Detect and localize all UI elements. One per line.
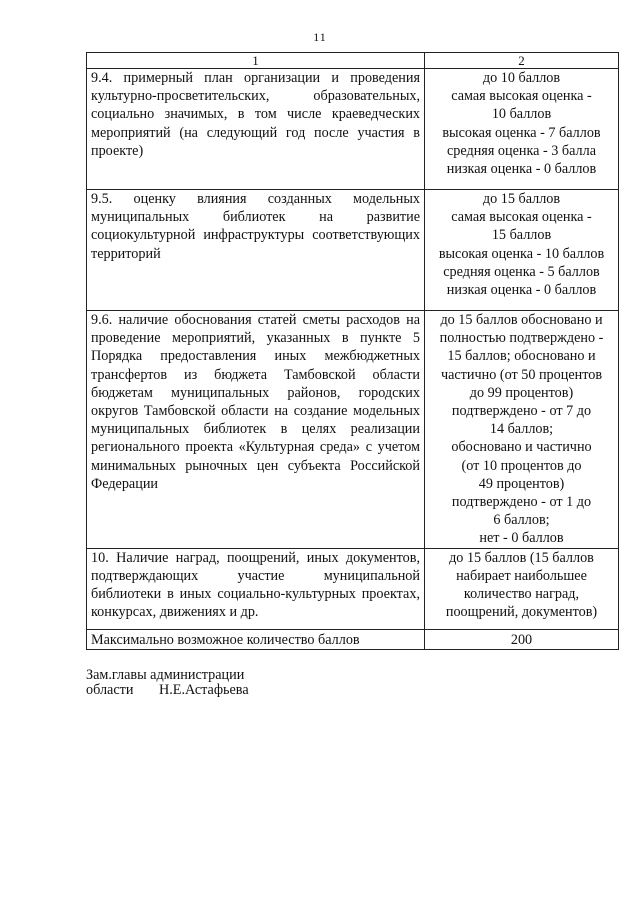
score-line: до 99 процентов) xyxy=(469,384,574,401)
score-line: низкая оценка - 0 баллов xyxy=(446,282,597,299)
signature-line2 xyxy=(86,683,249,698)
score-line: подтверждено - от 7 до xyxy=(451,403,592,420)
score-line: набирает наибольшее xyxy=(456,567,587,584)
score-line: средняя оценка - 5 баллов xyxy=(443,263,600,280)
score-line: средняя оценка - 3 балла xyxy=(446,142,597,159)
criterion-cell: 9.6. наличие обоснования статей сметы расходов на проведение мероприятий, указанных в пункте 5 Порядка предоставления иных межбюджетных трансфертов из бюджета Тамбовской области бюджетам муниципальных районов, городских округов Тамбовской области на создание модельных муниципальных библиотек в целях реализации регионального проекта «Культурная среда» с учетом минимальных рыночных цен субъекта Российской Федерации xyxy=(87,311,425,549)
table-row xyxy=(87,190,619,311)
score-cell xyxy=(425,190,619,311)
score-cell xyxy=(425,69,619,190)
score-line: частично (от 50 процентов xyxy=(440,366,603,383)
score-line: 14 баллов; xyxy=(489,421,554,438)
score-line: самая высокая оценка - xyxy=(451,209,592,226)
score-line: до 15 баллов xyxy=(482,191,561,207)
score-line: до 10 баллов xyxy=(482,70,561,86)
score-line: 10 баллов xyxy=(491,106,552,123)
score-line: подтверждено - от 1 до xyxy=(451,494,592,511)
score-line: нет - 0 баллов xyxy=(479,530,564,547)
score-line: 15 баллов xyxy=(491,227,552,244)
table-row xyxy=(87,311,619,549)
total-label: Максимально возможное количество баллов xyxy=(87,629,425,649)
score-line: 6 баллов; xyxy=(493,512,550,529)
score-line: высокая оценка - 7 баллов xyxy=(442,124,601,141)
column-header-2: 2 xyxy=(425,53,619,69)
criterion-cell: 9.4. примерный план организации и проведения культурно-просветительских, образовательных, социально значимых, в том числе краеведческих мероприятий (на следующий год после участия в проекте) xyxy=(87,69,425,190)
score-cell xyxy=(425,311,619,549)
column-header-1: 1 xyxy=(87,53,425,69)
score-line: (от 10 процентов до xyxy=(461,457,582,474)
page-number: 11 xyxy=(313,30,327,44)
score-line: высокая оценка - 10 баллов xyxy=(438,245,605,262)
score-line: обосновано и частично xyxy=(451,439,592,456)
score-line: низкая оценка - 0 баллов xyxy=(446,161,597,178)
score-line: до 15 баллов (15 баллов xyxy=(449,549,594,566)
table-row xyxy=(87,69,619,190)
signature-position-line1: Зам.главы администрации xyxy=(86,667,245,683)
score-line: 49 процентов) xyxy=(478,475,565,492)
score-line: самая высокая оценка - xyxy=(451,88,592,105)
signatory-name: Н.Е.Астафьева xyxy=(158,682,249,698)
signature-position-line2: области xyxy=(86,682,134,698)
signature-block xyxy=(86,668,249,698)
score-line: 15 баллов; обосновано и xyxy=(447,348,596,365)
total-row xyxy=(87,629,619,649)
criterion-cell: 10. Наличие наград, поощрений, иных документов, подтверждающих участие муниципальной библиотеки в иных социально-культурных проектах, конкурсах, движениях и др. xyxy=(87,548,425,629)
score-line: поощрений, документов) xyxy=(445,604,598,621)
table-row xyxy=(87,548,619,629)
score-line: до 15 баллов обосновано и xyxy=(440,312,603,328)
criterion-cell: 9.5. оценку влияния созданных модельных муниципальных библиотек на развитие социокультурной инфраструктуры соответствующих территорий xyxy=(87,190,425,311)
total-value: 200 xyxy=(425,629,619,649)
score-line: полностью подтверждено - xyxy=(439,330,604,347)
score-line: количество наград, xyxy=(463,586,580,603)
score-cell xyxy=(425,548,619,629)
criteria-table xyxy=(86,52,619,650)
table-header-row xyxy=(87,53,619,69)
